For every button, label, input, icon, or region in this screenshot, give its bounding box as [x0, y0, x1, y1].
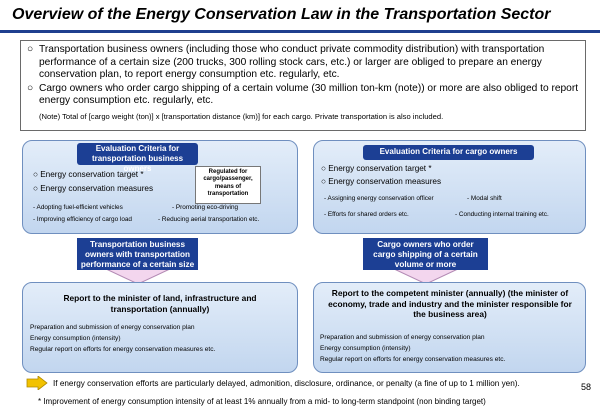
transport-measures: ○ Energy conservation measures: [33, 184, 154, 193]
cargo-measure-2: - Modal shift: [467, 195, 502, 202]
transport-report-line-1: Preparation and submission of energy conservation plan: [30, 324, 195, 331]
circle-bullet-icon: ○: [27, 44, 34, 55]
right-arrow-icon: [26, 376, 48, 390]
transport-report-title: Report to the minister of land, infrastructure and transportation (annually): [63, 293, 257, 314]
transport-owner-label: Transportation business owners with transportation performance of a certain size: [77, 238, 198, 270]
transport-criteria-header: Evaluation Criteria for transportation business owners: [77, 143, 198, 165]
intro-point-2: [27, 83, 579, 108]
cargo-report-title: Report to the competent minister (annually) (the minister of economy, trade and industry and the minister responsible for the business area): [328, 288, 572, 319]
transport-report-line-3: Regular report on efforts for energy conservation measures etc.: [30, 346, 216, 353]
intro-point-1-text: Transportation business owners (including those who conduct private commodity distribution) with transportation performance of a certain size (200 trucks, 300 rolling stock cars, etc.) or larger are obliged to prepare an energy conservation plan, to report energy consumption etc. regularly, etc.: [39, 44, 545, 80]
target-footnote: * Improvement of energy consumption intensity of at least 1% annually from a mid- to long-term standpoint (non binding target): [38, 397, 486, 406]
cargo-report-line-2: Energy consumption (intensity): [320, 345, 411, 352]
cargo-report-line-1: Preparation and submission of energy conservation plan: [320, 334, 485, 341]
transport-measure-4: - Reducing aerial transportation etc.: [158, 216, 260, 223]
transport-report-line-2: Energy consumption (intensity): [30, 335, 121, 342]
cargo-owner-label: Cargo owners who order cargo shipping of a certain volume or more: [363, 238, 488, 270]
cargo-measure-3: - Efforts for shared orders etc.: [324, 211, 409, 218]
intro-box: [20, 40, 586, 131]
transport-target: ○ Energy conservation target *: [33, 170, 144, 179]
cargo-measures: ○ Energy conservation measures: [321, 177, 442, 186]
intro-point-1: [27, 44, 579, 82]
circle-bullet-icon: ○: [27, 82, 34, 94]
intro-point-2-text: Cargo owners who order cargo shipping of a certain volume (30 million ton-km (note)) or more are also obliged to report energy consumption etc. regularly, etc.: [39, 82, 579, 106]
transport-measure-2: - Promoting eco-driving: [172, 204, 239, 211]
transport-measure-3: - Improving efficiency of cargo load: [33, 216, 132, 223]
cargo-criteria-header: Evaluation Criteria for cargo owners: [363, 145, 534, 160]
cargo-measure-4: - Conducting internal training etc.: [455, 211, 549, 218]
title-underline: [0, 30, 600, 33]
regulated-note-box: Regulated for cargo/passenger, means of transportation: [195, 166, 261, 204]
page-number: 58: [581, 382, 592, 392]
cargo-report-line-3: Regular report on efforts for energy conservation measures etc.: [320, 356, 506, 363]
penalty-note: If energy conservation efforts are particularly delayed, admonition, disclosure, ordinance, or penalty (a fine of up to 1 million yen).: [53, 379, 520, 388]
intro-note: (Note) Total of [cargo weight (ton)] x [transportation distance (km)] for each cargo. Private transportation is also included.: [39, 111, 444, 121]
transport-measure-1: - Adopting fuel-efficient vehicles: [33, 204, 123, 211]
cargo-target: ○ Energy conservation target *: [321, 164, 432, 173]
cargo-measure-1: - Assigning energy conservation officer: [324, 195, 434, 202]
page-title: Overview of the Energy Conservation Law in the Transportation Sector: [12, 6, 551, 23]
